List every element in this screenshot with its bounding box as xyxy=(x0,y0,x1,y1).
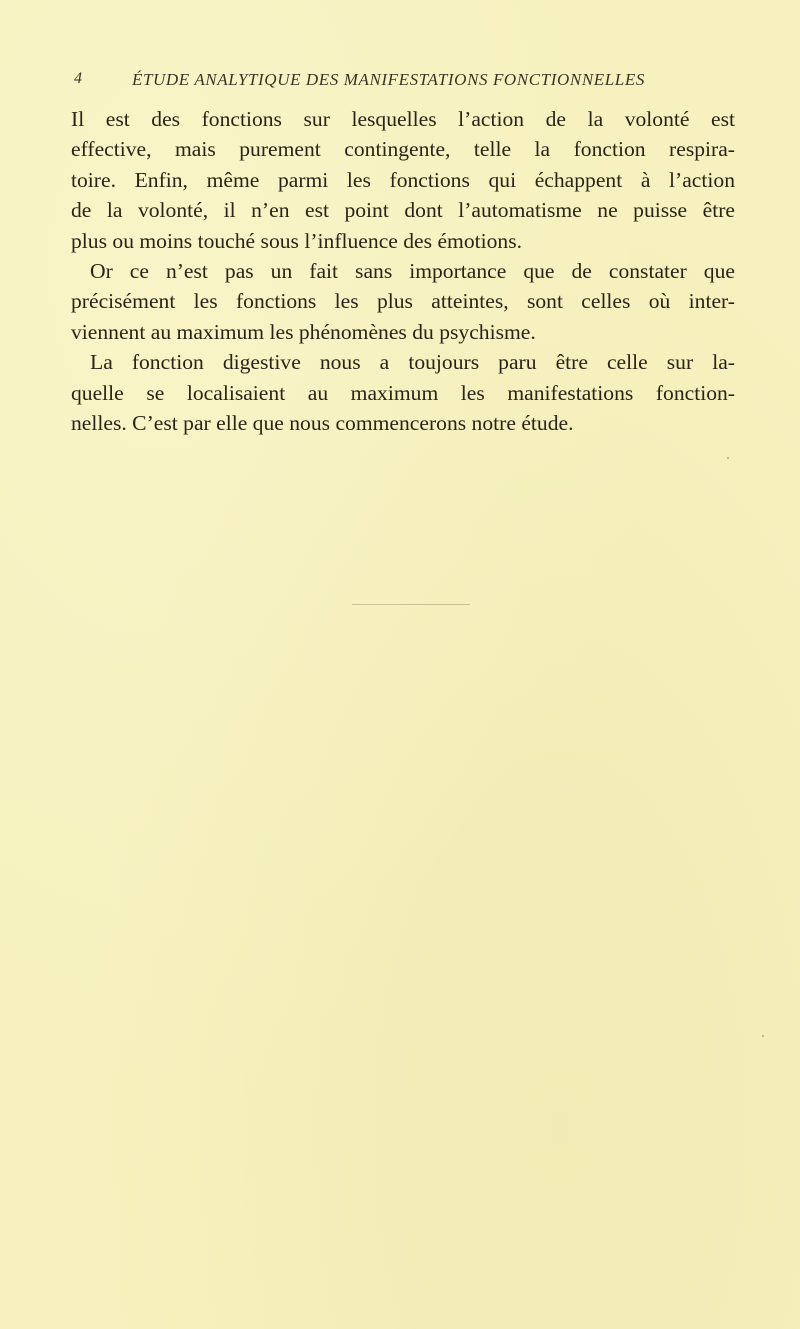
text-line: quelle se localisaient au maximum les manifestations fonction- xyxy=(71,380,735,405)
text-line: Or ce n’est pas un fait sans importance que de constater que xyxy=(90,258,735,283)
running-head xyxy=(74,70,734,94)
text-line: toire. Enfin, même parmi les fonctions qui échappent à l’action xyxy=(71,167,735,192)
page-number: 4 xyxy=(74,70,83,87)
paper-speck xyxy=(762,1035,764,1037)
text-line: nelles. C’est par elle que nous commencerons notre étude. xyxy=(71,410,574,435)
paragraph-2 xyxy=(71,256,735,347)
text-line: Il est des fonctions sur lesquelles l’action de la volonté est xyxy=(71,107,735,131)
section-end-rule xyxy=(352,604,470,605)
text-line: viennent au maximum les phénomènes du psychisme. xyxy=(71,319,536,344)
paragraph-3 xyxy=(71,347,735,438)
text-line: plus ou moins touché sous l’influence des émotions. xyxy=(71,228,523,253)
running-head-title: ÉTUDE ANALYTIQUE DES MANIFESTATIONS FONCTIONNELLES xyxy=(132,70,645,89)
paper-speck xyxy=(727,457,729,459)
text-line: précisément les fonctions les plus atteintes, sont celles où inter- xyxy=(71,289,735,314)
text-line: effective, mais purement contingente, telle la fonction respira- xyxy=(71,137,735,162)
paragraph-1 xyxy=(71,104,735,256)
text-line: La fonction digestive nous a toujours paru être celle sur la- xyxy=(90,350,735,375)
body-text xyxy=(71,104,735,438)
text-line: de la volonté, il n’en est point dont l’automatisme ne puisse être xyxy=(71,198,735,223)
